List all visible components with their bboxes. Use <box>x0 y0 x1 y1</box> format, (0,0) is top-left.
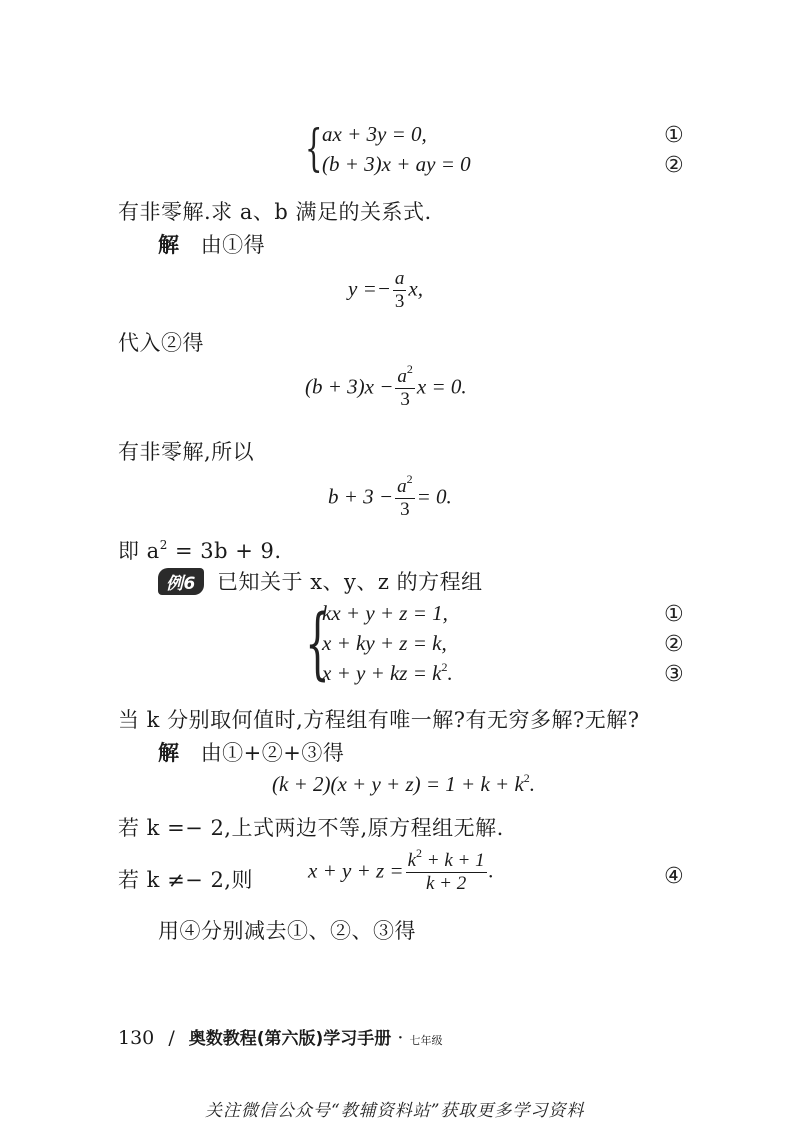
numerator: k <box>407 850 417 871</box>
denominator: 3 <box>394 291 405 312</box>
system1-eq2: (b + 3)x + ay = 0 <box>322 152 471 176</box>
exponent: 2 <box>416 846 423 860</box>
footer-separator: / <box>168 1027 175 1049</box>
left-brace: { <box>305 119 323 177</box>
text-line: 有非零解.求 a、b 满足的关系式. <box>118 200 432 224</box>
example-badge: 例6 <box>158 568 204 595</box>
eq-text: . <box>529 772 536 796</box>
eq-right: x, <box>408 276 423 301</box>
eq-mark-1: ① <box>664 602 684 627</box>
case-line: 若 k ≠− 2,则 <box>118 868 253 892</box>
exponent: 2 <box>159 538 168 552</box>
text-part: 即 a <box>118 539 160 563</box>
solution-text: 由①+②+③得 <box>200 741 345 765</box>
page-footer <box>118 1024 442 1049</box>
eq-left: (b + 3)x − <box>305 374 394 399</box>
eq-mark-1: ① <box>664 123 684 148</box>
question-line: 当 k 分别取何值时,方程组有唯一解?有无穷多解?无解? <box>118 708 640 732</box>
eq-mark-2: ② <box>664 632 684 657</box>
example-intro: 已知关于 x、y、z 的方程组 <box>217 570 483 594</box>
numerator: + k + 1 <box>422 850 485 871</box>
denominator: 3 <box>395 388 415 411</box>
text-line: 代入②得 <box>118 331 204 355</box>
text-line <box>118 535 282 565</box>
solution-line <box>158 737 344 767</box>
system2-eq3 <box>322 661 453 686</box>
eq-text: . <box>447 661 453 685</box>
watermark-text: 关注微信公众号“教辅资料站”获取更多学习资料 <box>205 1101 585 1121</box>
solution-line <box>158 229 265 259</box>
equation-c <box>328 472 452 521</box>
denominator: k + 2 <box>406 872 487 895</box>
book-title: 奥数教程(第六版)学习手册 <box>188 1029 392 1049</box>
equation-d <box>272 772 535 797</box>
eq-left: b + 3 − <box>328 484 394 509</box>
exponent: 2 <box>523 771 530 785</box>
eq-mark-3: ③ <box>664 662 684 687</box>
fraction <box>406 846 487 895</box>
text-part: = 3b + 9. <box>167 539 282 563</box>
eq-mark-2: ② <box>664 153 684 178</box>
page-number: 130 <box>118 1027 155 1049</box>
footer-dot: · <box>397 1027 404 1049</box>
fraction <box>395 362 415 411</box>
equation-a <box>348 268 423 313</box>
exponent: 2 <box>441 660 448 674</box>
equation-b <box>305 362 467 411</box>
left-brace: { <box>305 599 330 689</box>
eq-text: x + y + kz = k <box>322 661 442 685</box>
eq-text: (k + 2)(x + y + z) = 1 + k + k <box>272 772 524 796</box>
denominator: 3 <box>395 498 415 521</box>
grade-label: 七年级 <box>409 1034 443 1047</box>
fraction <box>395 472 415 521</box>
eq-left: y =− <box>348 276 391 301</box>
numerator: a <box>397 366 407 387</box>
eq-right: = 0. <box>416 484 452 509</box>
text-line: 用④分别减去①、②、③得 <box>158 919 416 943</box>
fraction <box>393 268 407 313</box>
solution-label: 解 <box>158 233 180 257</box>
text-line: 有非零解,所以 <box>118 440 255 464</box>
eq-left: x + y + z = <box>308 858 404 883</box>
system1-eq1: ax + 3y = 0, <box>322 122 427 146</box>
equation-e <box>308 846 494 895</box>
numerator: a <box>397 476 407 497</box>
eq-right: x = 0. <box>416 374 467 399</box>
example-heading <box>158 566 483 596</box>
solution-text: 由①得 <box>200 233 266 257</box>
numerator: a <box>394 268 405 289</box>
system2-eq1: kx + y + z = 1, <box>322 601 448 625</box>
exponent: 2 <box>406 362 413 376</box>
case-line: 若 k =− 2,上式两边不等,原方程组无解. <box>118 816 504 840</box>
solution-label: 解 <box>158 741 180 765</box>
eq-mark-4: ④ <box>664 864 684 889</box>
eq-right: . <box>488 858 494 883</box>
exponent: 2 <box>406 472 413 486</box>
system2-eq2: x + ky + z = k, <box>322 631 447 655</box>
